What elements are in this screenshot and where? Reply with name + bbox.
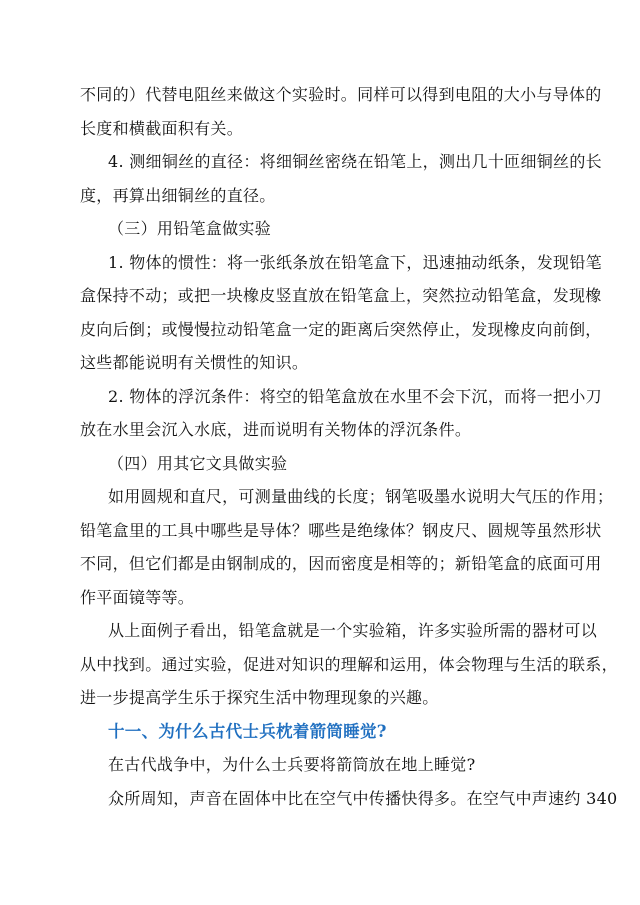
text-line: 从上面例子看出，铅笔盒就是一个实验箱，许多实验所需的器材可以: [108, 621, 598, 640]
text-line: 皮向后倒；或慢慢拉动铅笔盒一定的距离后突然停止，发现橡皮向前倒，: [80, 319, 602, 339]
text-line: 不同的）代替电阻丝来做这个实验时。同样可以得到电阻的大小与导体的: [80, 85, 602, 104]
text-line: 4. 测细铜丝的直径：将细铜丝密绕在铅笔上，测出几十匝细铜丝的长: [108, 152, 602, 171]
document-page: [80, 78, 618, 815]
text-line: 如用圆规和直尺，可测量曲线的长度；钢笔吸墨水说明大气压的作用；: [108, 487, 614, 506]
text-line: 盒保持不动；或把一块橡皮竖直放在铅笔盒上，突然拉动铅笔盒，发现橡: [80, 286, 602, 305]
text-line: 放在水里会沉入水底，进而说明有关物体的浮沉条件。: [80, 420, 472, 439]
text-line: 进一步提高学生乐于探究生活中物理现象的兴趣。: [80, 688, 439, 707]
section-heading: （四）用其它文具做实验: [108, 453, 288, 473]
section-heading: （三）用铅笔盒做实验: [108, 219, 272, 238]
text-line: 众所周知，声音在固体中比在空气中传播快得多。在空气中声速约 340: [108, 788, 618, 808]
text-line: 从中找到。通过实验，促进对知识的理解和运用，体会物理与生活的联系，: [80, 654, 618, 674]
text-line: 这些都能说明有关惯性的知识。: [80, 353, 309, 372]
text-line: 度，再算出细铜丝的直径。: [80, 185, 276, 205]
text-line: 2. 物体的浮沉条件：将空的铅笔盒放在水里不会下沉，而将一把小刀: [108, 386, 602, 406]
chapter-heading: 十一、为什么古代士兵枕着箭筒睡觉?: [108, 721, 387, 741]
text-line: 铅笔盒里的工具中哪些是导体？哪些是绝缘体？钢皮尺、圆规等虽然形状: [80, 520, 602, 540]
text-line: 长度和横截面积有关。: [80, 118, 244, 138]
text-line: 在古代战争中，为什么士兵要将箭筒放在地上睡觉?: [108, 755, 476, 774]
text-line: 不同，但它们都是由钢制成的，因而密度是相等的；新铅笔盒的底面可用: [80, 554, 602, 573]
text-line: 1. 物体的惯性：将一张纸条放在铅笔盒下，迅速抽动纸条，发现铅笔: [108, 252, 602, 272]
text-line: 作平面镜等等。: [80, 587, 195, 607]
